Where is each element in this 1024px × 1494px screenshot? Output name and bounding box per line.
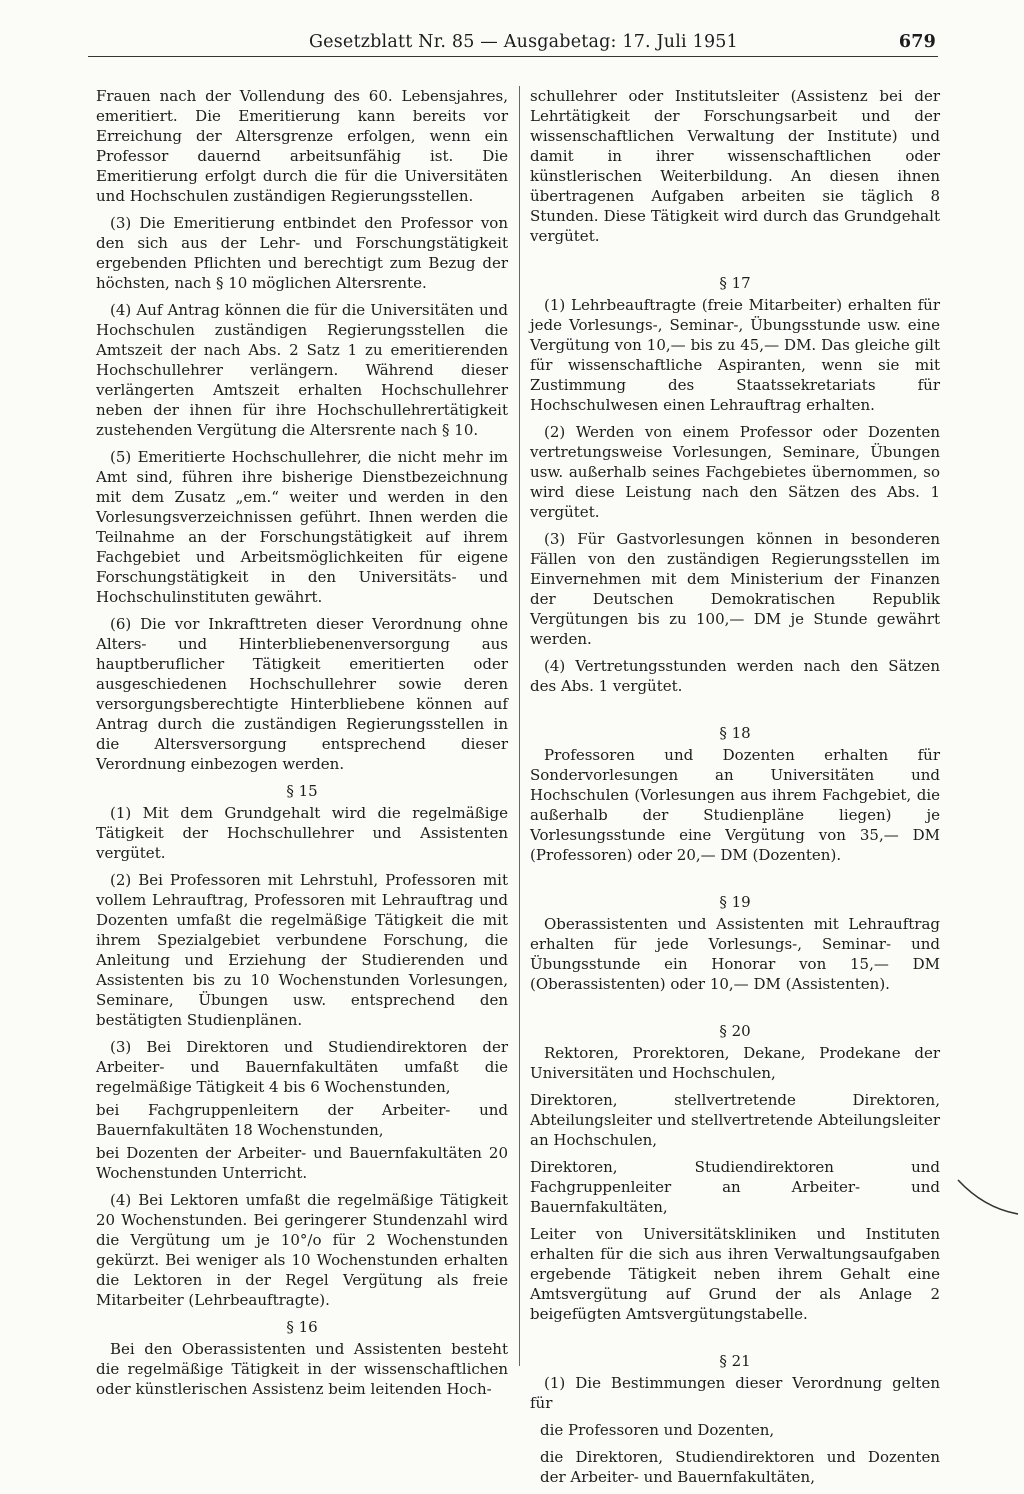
paragraph: (5) Emeritierte Hochschullehrer, die nicht mehr im Amt sind, führen ihre bisherige Dienstbezeichnung mit dem Zusatz „em.“ weiter und werden in den Vorlesungsverzeichnissen geführt. Ihnen werden die Teilnahme an der Forschungstätigkeit auf ihrem Fachgebiet und Arbeitsmöglichkeiten für eigene Forschungstätigkeit in den Universitäts- und Hochschulinstituten gewährt. xyxy=(96,448,508,606)
right-column xyxy=(530,86,940,1494)
paragraph: (1) Die Bestimmungen dieser Verordnung gelten für xyxy=(530,1374,940,1412)
page-header xyxy=(96,28,936,58)
column-divider xyxy=(519,86,520,1366)
paragraph: Direktoren, Studiendirektoren und Fachgruppenleiter an Arbeiter- und Bauernfakultäten, xyxy=(530,1158,940,1216)
paragraph: (1) Mit dem Grundgehalt wird die regelmäßige Tätigkeit der Hochschullehrer und Assistenten vergütet. xyxy=(96,804,508,862)
paragraph: Leiter von Universitätskliniken und Instituten erhalten für die sich aus ihren Verwaltungsaufgaben ergebende Tätigkeit neben ihrem Gehalt eine Amtsvergütung auf Grund der als Anlage 2 beigefügten Amtsvergütungstabelle. xyxy=(530,1225,940,1323)
paragraph: (4) Bei Lektoren umfaßt die regelmäßige Tätigkeit 20 Wochenstunden. Bei geringerer Stundenzahl wird die Vergütung um je 10°/o für 2 Wochenstunden gekürzt. Bei weniger als 10 Wochenstunden erhalten die Lektoren in der Regel Vergütung als freie Mitarbeiter (Lehrbeauftragte). xyxy=(96,1191,508,1309)
paragraph: (6) Die vor Inkrafttreten dieser Verordnung ohne Alters- und Hinterbliebenenversorgung aus hauptberuflicher Tätigkeit emeritierten oder ausgeschiedenen Hochschullehrer sowie deren versorgungsberechtigte Hinterbliebene können auf Antrag durch die zuständigen Regierungsstellen in die Altersversorgung entsprechend dieser Verordnung einbezogen werden. xyxy=(96,615,508,773)
paragraph: Professoren und Dozenten erhalten für Sondervorlesungen an Universitäten und Hochschulen (Vorlesungen aus ihrem Fachgebiet, die außerhalb der Studienpläne liegen) je Vorlesungsstunde eine Vergütung von 35,— DM (Professoren) oder 20,— DM (Dozenten). xyxy=(530,746,940,864)
paragraph: (2) Werden von einem Professor oder Dozenten vertretungsweise Vorlesungen, Seminare, Übungen usw. außerhalb seines Fachgebietes übernommen, so wird diese Leistung nach den Sätzen des Abs. 1 vergütet. xyxy=(530,423,940,521)
paragraph: Oberassistenten und Assistenten mit Lehrauftrag erhalten für jede Vorlesungs-, Seminar- und Übungsstunde ein Honorar von 15,— DM (Oberassistenten) oder 10,— DM (Assistenten). xyxy=(530,915,940,993)
section-heading-19: § 19 xyxy=(719,893,751,911)
page-number: 679 xyxy=(898,32,936,52)
left-column xyxy=(96,86,508,1406)
section-heading-16: § 16 xyxy=(286,1318,318,1336)
paragraph: Rektoren, Prorektoren, Dekane, Prodekane der Universitäten und Hochschulen, xyxy=(530,1044,940,1082)
paragraph: (4) Vertretungsstunden werden nach den Sätzen des Abs. 1 vergütet. xyxy=(530,657,940,695)
section-heading-18: § 18 xyxy=(719,724,751,742)
paragraph: (4) Auf Antrag können die für die Universitäten und Hochschulen zuständigen Regierungsstellen die Amtszeit der nach Abs. 2 Satz 1 zu emeritierenden Hochschullehrer verlängern. Während dieser verlängerten Amtszeit erhalten Hochschullehrer neben der ihnen für ihre Hochschullehrertätigkeit zustehenden Vergütung die Altersrente nach § 10. xyxy=(96,301,508,439)
paragraph: die Direktoren, Studiendirektoren und Dozenten der Arbeiter- und Bauernfakultäten, xyxy=(540,1448,940,1486)
section-heading-15: § 15 xyxy=(286,782,318,800)
section-heading-21: § 21 xyxy=(719,1352,751,1370)
paragraph: (2) Bei Professoren mit Lehrstuhl, Professoren mit vollem Lehrauftrag, Professoren mit Lehrauftrag und Dozenten umfaßt die regelmäßige Tätigkeit die mit ihrem Spezialgebiet verbundene Forschung, die Anleitung und Erziehung der Studierenden und Assistenten bis zu 10 Wochenstunden Vorlesungen, Seminare, Übungen usw. entsprechend den bestätigten Studienplänen. xyxy=(96,871,508,1029)
paragraph: schullehrer oder Institutsleiter (Assistenz bei der Lehrtätigkeit der Forschungsarbeit und der wissenschaftlichen Verwaltung der Institute) und damit in ihrer wissenschaftlichen oder künstlerischen Weiterbildung. An diesen ihnen übertragenen Aufgaben arbeiten sie täglich 8 Stunden. Diese Tätigkeit wird durch das Grundgehalt vergütet. xyxy=(530,87,940,245)
paragraph: bei Dozenten der Arbeiter- und Bauernfakultäten 20 Wochenstunden Unterricht. xyxy=(96,1144,508,1182)
header-rule xyxy=(88,56,938,57)
paragraph: (1) Lehrbeauftragte (freie Mitarbeiter) erhalten für jede Vorlesungs-, Seminar-, Übungsstunde usw. eine Vergütung von 10,— bis zu 45,— DM. Das gleiche gilt für wissenschaftliche Aspiranten, wenn sie mit Zustimmung des Staatssekretariats für Hochschulwesen einen Lehrauftrag erhalten. xyxy=(530,296,940,414)
section-heading-17: § 17 xyxy=(719,274,751,292)
gazette-title: Gesetzblatt Nr. 85 — Ausgabetag: 17. Juli 1951 xyxy=(309,32,738,52)
paragraph: Direktoren, stellvertretende Direktoren, Abteilungsleiter und stellvertretende Abteilungsleiter an Hochschulen, xyxy=(530,1091,940,1149)
paragraph: (3) Die Emeritierung entbindet den Professor von den sich aus der Lehr- und Forschungstätigkeit ergebenden Pflichten und berechtigt zum Bezug der höchsten, nach § 10 möglichen Altersrente. xyxy=(96,214,508,292)
paragraph: (3) Für Gastvorlesungen können in besonderen Fällen von den zuständigen Regierungsstellen im Einvernehmen mit dem Ministerium der Finanzen der Deutschen Demokratischen Republik Vergütungen bis zu 100,— DM je Stunde gewährt werden. xyxy=(530,530,940,648)
margin-pen-mark xyxy=(956,1178,1020,1228)
paragraph: bei Fachgruppenleitern der Arbeiter- und Bauernfakultäten 18 Wochenstunden, xyxy=(96,1101,508,1139)
paragraph: (3) Bei Direktoren und Studiendirektoren der Arbeiter- und Bauernfakultäten umfaßt die regelmäßige Tätigkeit 4 bis 6 Wochenstunden, xyxy=(96,1038,508,1096)
paragraph: Frauen nach der Vollendung des 60. Lebensjahres, emeritiert. Die Emeritierung kann bereits vor Erreichung der Altersgrenze erfolgen, wenn ein Professor dauernd arbeitsunfähig ist. Die Emeritierung erfolgt durch die für die Universitäten und Hochschulen zuständigen Regierungsstellen. xyxy=(96,87,508,205)
paragraph: die Professoren und Dozenten, xyxy=(540,1421,775,1439)
section-heading-20: § 20 xyxy=(719,1022,751,1040)
paragraph: Bei den Oberassistenten und Assistenten besteht die regelmäßige Tätigkeit in der wissenschaftlichen oder künstlerischen Assistenz beim leitenden Hoch- xyxy=(96,1340,508,1398)
